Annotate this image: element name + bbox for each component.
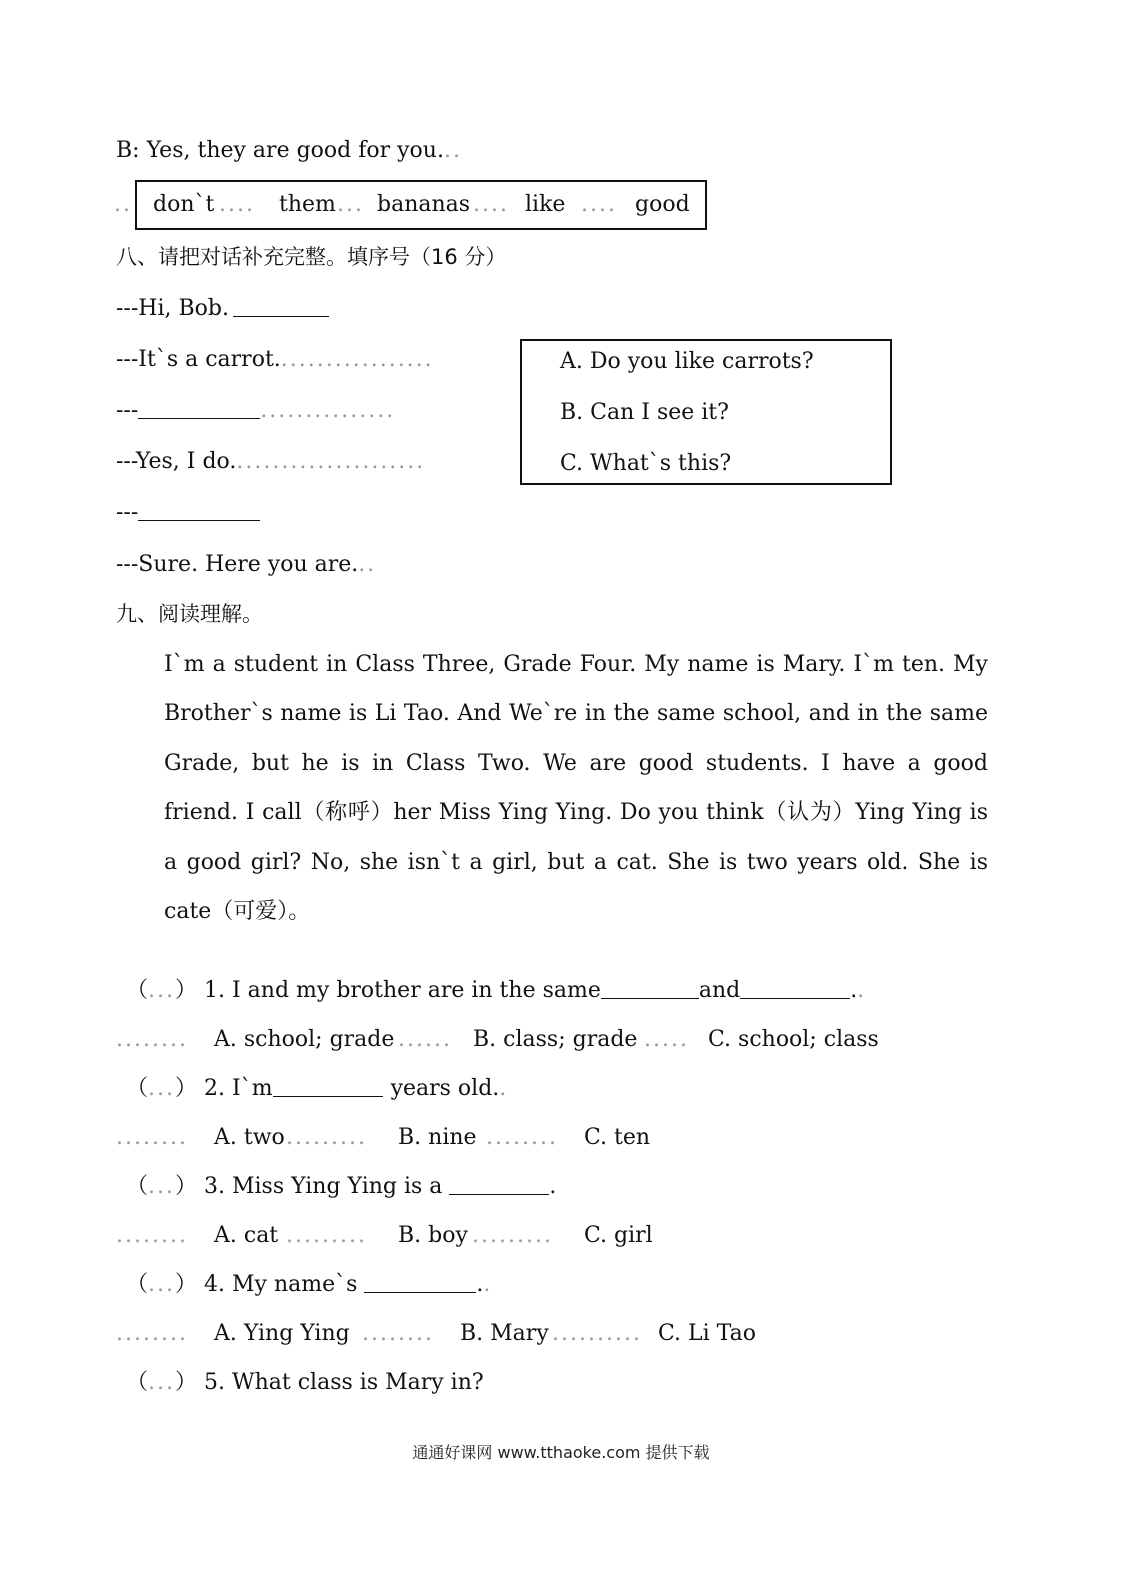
question-stem: and [698, 978, 741, 1003]
answer-paren: （ [126, 1076, 149, 1101]
page-footer[interactable]: 通通好课网 www.tthaoke.com 提供下载 [412, 1443, 710, 1462]
dialogue-text: --- [116, 398, 139, 423]
option-a: A. Ying Ying [214, 1321, 350, 1346]
dialogue-line: ---It`s a carrot.................. [116, 347, 434, 372]
answer-blank[interactable] [449, 1172, 549, 1195]
answer-paren: （ [126, 1370, 149, 1395]
option-c: C. girl [584, 1223, 653, 1248]
options-row: ........ A. two ......... B. nine ........ C. ten [116, 1123, 188, 1153]
answer-blank[interactable] [138, 396, 260, 419]
dialogue-option: A. Do you like carrots? [560, 349, 814, 374]
question-stem: 3. Miss Ying Ying is a [204, 1174, 443, 1199]
question-stem: 4. My name`s [204, 1272, 358, 1297]
dot-leader: .... [581, 192, 617, 217]
options-row: ........ A. Ying Ying ........ B. Mary .......... C. Li Tao [116, 1319, 188, 1349]
question-stem: . [850, 978, 858, 1003]
dialogue-text: ---Sure. Here you are. [116, 552, 359, 577]
option-b: B. boy [398, 1223, 468, 1248]
answer-blank[interactable] [233, 294, 329, 317]
question-stem: 2. I`m [204, 1076, 273, 1101]
question-5: （...） 5. What class is Mary in? [126, 1370, 484, 1395]
answer-paren: （ [126, 978, 149, 1003]
dialogue-text: --- [116, 500, 139, 525]
answer-paren: （ [126, 1174, 149, 1199]
word-bank-item: like [525, 192, 566, 217]
answer-paren: （ [126, 1272, 149, 1297]
answer-blank[interactable] [138, 498, 260, 521]
passage-text: I`m a student in Class Three, Grade Four. My name is Mary. I`m ten. My Brother`s name is Li Tao. And We`re in the same school, and in the same Grade, but he is in Class Two. We are good students. I have a good friend. I call（称呼）her Miss Ying Ying. Do you think（认为）Ying Ying is a good girl? No, she isn`t a girl, but a cat. She is two years old. She is cate（可爱）。 [164, 652, 988, 925]
dialogue-line: ---Sure. Here you are... [116, 552, 377, 577]
answer-paren: ） [175, 1272, 198, 1297]
word-bank-item: good [635, 192, 690, 217]
answer-paren: ） [175, 1174, 198, 1199]
question-3: （...） 3. Miss Ying Ying is a . [126, 1174, 557, 1199]
question-1: （...） 1. I and my brother are in the same and .. [126, 978, 867, 1003]
dialogue-line: ---Yes, I do...................... [116, 449, 426, 474]
option-a: A. cat [214, 1223, 279, 1248]
options-row: ........ A. school; grade ...... B. class; grade ..... C. school; class [116, 1025, 188, 1055]
option-c: C. school; class [708, 1027, 879, 1052]
answer-paren: ） [175, 978, 198, 1003]
section-8-title: 八、请把对话补充完整。填序号（16 分） [116, 245, 507, 269]
dot-leader: .. [114, 192, 132, 217]
dot-leader: .... [219, 192, 255, 217]
word-bank-item: don`t [153, 192, 215, 217]
answer-paren: ） [175, 1076, 198, 1101]
options-row: ........ A. cat ......... B. boy ......... C. girl [116, 1221, 188, 1251]
question-stem: years old. [390, 1076, 500, 1101]
answer-text: B: Yes, they are good for you. [116, 138, 444, 163]
option-b: B. class; grade [473, 1027, 638, 1052]
word-bank-box [135, 180, 707, 230]
option-b: B. nine [398, 1125, 477, 1150]
answer-blank[interactable] [364, 1270, 476, 1293]
dialogue-text: ---It`s a carrot. [116, 347, 281, 372]
dialogue-line [116, 498, 260, 528]
dialogue-line: --- ............... [116, 398, 396, 423]
dot-leader: .... [473, 192, 509, 217]
option-c: C. ten [584, 1125, 651, 1150]
question-stem: . [476, 1272, 484, 1297]
answer-blank[interactable] [740, 976, 850, 999]
word-bank-item: bananas [377, 192, 471, 217]
question-stem: . [549, 1174, 557, 1199]
question-2: （...） 2. I`m years old.. [126, 1076, 509, 1101]
dialogue-option: C. What`s this? [560, 451, 732, 476]
dialogue-options-box [520, 339, 892, 485]
option-c: C. Li Tao [658, 1321, 757, 1346]
option-a: A. school; grade [214, 1027, 395, 1052]
answer-blank[interactable] [601, 976, 699, 999]
dialogue-line [116, 294, 329, 324]
answer-blank[interactable] [273, 1074, 383, 1097]
answer-line-b: B: Yes, they are good for you... [116, 138, 462, 163]
dialogue-text: ---Yes, I do. [116, 449, 237, 474]
option-b: B. Mary [460, 1321, 549, 1346]
answer-paren: ） [175, 1370, 198, 1395]
question-4: （...） 4. My name`s .. [126, 1272, 493, 1297]
reading-passage [116, 640, 988, 936]
dialogue-text: ---Hi, Bob. [116, 296, 229, 321]
question-stem: 5. What class is Mary in? [204, 1370, 484, 1395]
word-bank-item: them [279, 192, 336, 217]
dialogue-option: B. Can I see it? [560, 400, 729, 425]
dot-leader: ... [337, 192, 364, 217]
option-a: A. two [214, 1125, 285, 1150]
section-9-title: 九、阅读理解。 [116, 602, 263, 626]
question-stem: 1. I and my brother are in the same [204, 978, 601, 1003]
